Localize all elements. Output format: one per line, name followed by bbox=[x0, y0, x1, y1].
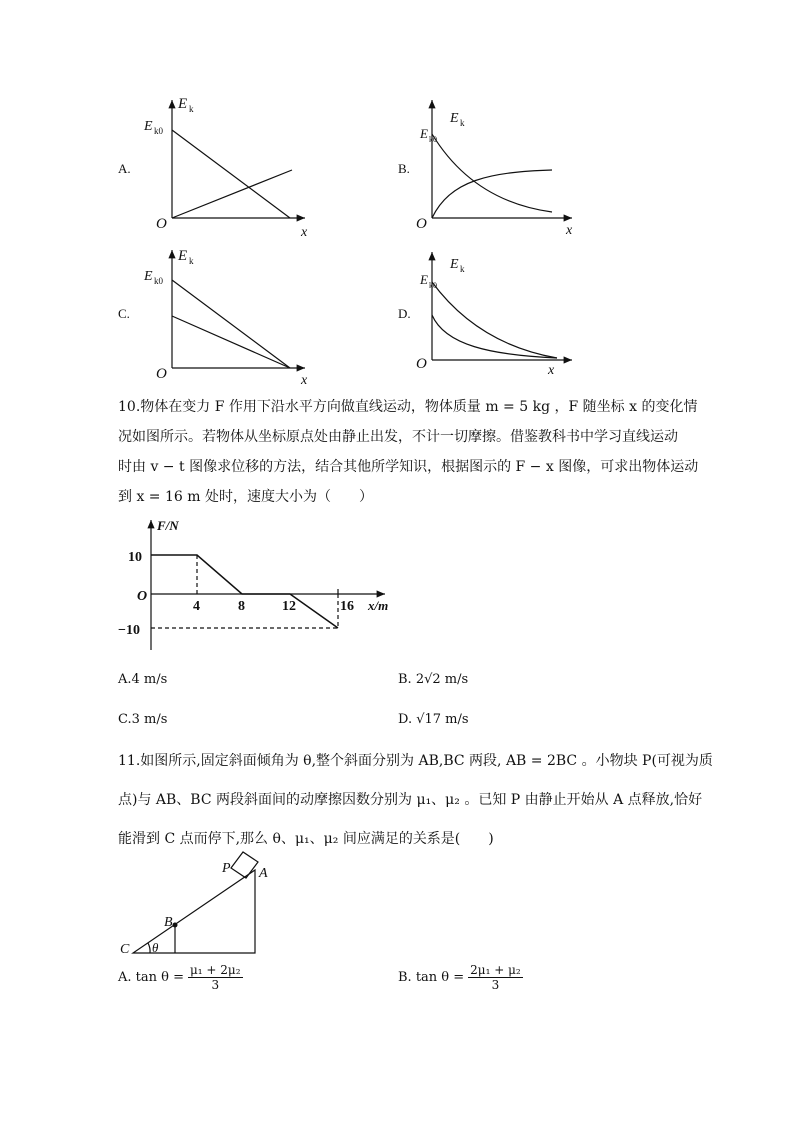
block-p bbox=[231, 852, 258, 878]
figure-label: k bbox=[189, 256, 194, 266]
q10-text-line: 到 x = 16 m 处时，速度大小为（ ） bbox=[118, 489, 373, 505]
figure-label: P bbox=[222, 861, 231, 876]
figure-label: k bbox=[460, 118, 465, 128]
answer-prefix: A. tan θ = bbox=[118, 970, 184, 985]
figure-label: O bbox=[156, 216, 167, 232]
q11-text-line: 11.如图所示,固定斜面倾角为 θ,整个斜面分别为 AB,BC 两段, AB = 2BC 。小物块 P(可视为质 bbox=[118, 753, 713, 769]
q11-answer-a bbox=[118, 963, 243, 992]
fraction-numerator: 2μ₁ + μ₂ bbox=[470, 963, 521, 977]
figure-label: A. bbox=[118, 161, 131, 176]
q10-text-line: 时由 v − t 图像求位移的方法，结合其他所学知识，根据图示的 F − x 图像，可求出物体运动 bbox=[118, 459, 699, 475]
figure-label: E bbox=[178, 248, 188, 264]
figure-label: k0 bbox=[154, 276, 163, 286]
figure-label: k bbox=[189, 104, 194, 114]
graph-a bbox=[172, 100, 305, 218]
figure-label: B. bbox=[398, 161, 410, 176]
q10-answer-a: A.4 m/s bbox=[118, 672, 168, 687]
figure-label: k0 bbox=[429, 281, 437, 290]
figure-label: E bbox=[144, 269, 153, 284]
q10-answer-d: D. √17 m/s bbox=[398, 712, 469, 727]
figure-label: x bbox=[548, 363, 555, 378]
fraction-denominator: 3 bbox=[491, 978, 500, 992]
figure-label: C bbox=[120, 942, 130, 957]
graph-a-line-increasing bbox=[172, 170, 292, 218]
figure-label: k bbox=[460, 264, 465, 274]
incline-figure bbox=[133, 852, 258, 953]
figure-label: 16 bbox=[340, 599, 354, 614]
q10-answer-b: B. 2√2 m/s bbox=[398, 672, 469, 687]
figure-label: F/N bbox=[157, 518, 179, 533]
figure-label: O bbox=[416, 216, 427, 232]
graph-b-curve-increasing bbox=[432, 170, 552, 218]
q10-text-line: 10.物体在变力 F 作用下沿水平方向做直线运动，物体质量 m = 5 kg ，F 随坐标 x 的变化情 bbox=[118, 399, 698, 415]
figure-label: k0 bbox=[429, 135, 437, 144]
force-line bbox=[151, 555, 338, 628]
figure-label: x bbox=[301, 225, 308, 240]
q10-answer-c: C.3 m/s bbox=[118, 712, 168, 727]
q11-text-line: 点)与 AB、BC 两段斜面间的动摩擦因数分别为 μ₁、μ₂ 。已知 P 由静止开始从 A 点释放,恰好 bbox=[118, 792, 703, 808]
figure-label: O bbox=[156, 366, 167, 382]
figure-label: x bbox=[301, 373, 308, 388]
figure-label: 10 bbox=[128, 550, 142, 565]
figure-label: 4 bbox=[193, 599, 200, 614]
figure-label: θ bbox=[152, 940, 159, 955]
figure-label: O bbox=[416, 356, 427, 372]
fraction-numerator: μ₁ + 2μ₂ bbox=[189, 963, 241, 977]
figure-label: E bbox=[144, 119, 153, 134]
q11-answer-b bbox=[398, 963, 523, 992]
figure-label: 12 bbox=[282, 599, 296, 614]
graph-a-line-decreasing bbox=[172, 130, 290, 218]
q11-text-line: 能滑到 C 点而停下,那么 θ、μ₁、μ₂ 间应满足的关系是( ) bbox=[118, 831, 494, 847]
figure-label: x bbox=[566, 223, 573, 238]
figure-label: D. bbox=[398, 306, 411, 321]
graph-c bbox=[172, 250, 305, 368]
figure-label: B bbox=[164, 915, 173, 930]
graph-b-curve-decreasing bbox=[432, 134, 552, 212]
figure-label: A bbox=[259, 866, 268, 881]
fx-graph bbox=[151, 520, 385, 650]
figure-label: O bbox=[137, 589, 148, 604]
figure-label: k0 bbox=[154, 126, 163, 136]
figure-label: E bbox=[178, 96, 188, 112]
figure-label: E bbox=[450, 111, 459, 126]
figure-label: x/m bbox=[368, 598, 389, 613]
figure-label: E bbox=[420, 272, 428, 287]
figure-label: E bbox=[450, 257, 459, 272]
figure-label: 8 bbox=[238, 599, 245, 614]
figure-label: −10 bbox=[118, 623, 140, 638]
answer-prefix: B. tan θ = bbox=[398, 970, 465, 985]
figure-label: C. bbox=[118, 306, 130, 321]
q10-text-line: 况如图所示。若物体从坐标原点处由静止出发，不计一切摩擦。借鉴教科书中学习直线运动 bbox=[118, 429, 678, 445]
figure-label: E bbox=[420, 126, 428, 141]
fraction-denominator: 3 bbox=[211, 978, 220, 992]
